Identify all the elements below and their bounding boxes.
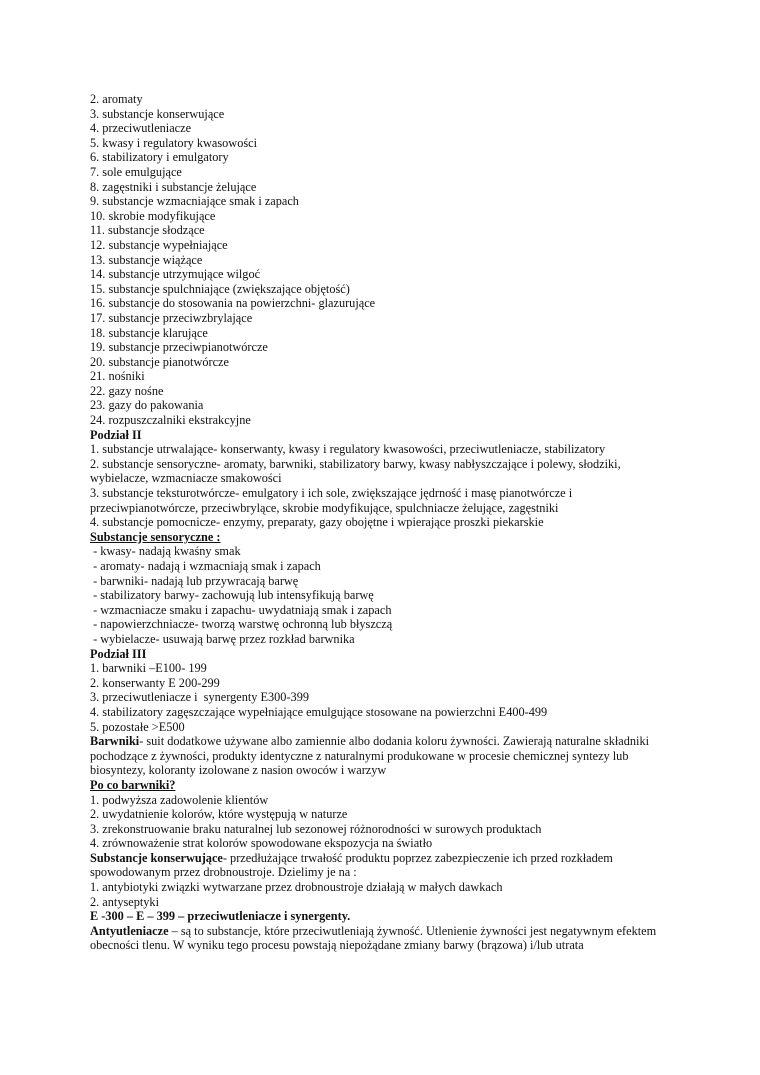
list-item: - kwasy- nadają kwaśny smak	[90, 544, 241, 559]
list-item: 9. substancje wzmacniające smak i zapach	[90, 194, 299, 209]
term: Antyutleniacze	[90, 923, 169, 938]
list-item: 17. substancje przeciwzbrylające	[90, 310, 253, 325]
definition: - suit dodatkowe używane albo zamiennie albo dodania koloru żywności. Zawierają naturalne składniki pochodzące z żywności, produkty identyczne z naturalnymi produkowane w procesie chemicznej syntezy lub biosyntezy, koloranty izolowane z nasion owoców i warzyw	[90, 734, 650, 778]
list-item: - wzmacniacze smaku i zapachu- uwydatniają smak i zapach	[90, 602, 392, 617]
list-item: - wybielacze- usuwają barwę przez rozkład barwnika	[90, 631, 355, 646]
list-item: 2. aromaty	[90, 92, 143, 106]
list-item: 7. sole emulgujące	[90, 164, 182, 179]
antyutleniacze-paragraph	[90, 924, 680, 953]
list-item: - stabilizatory barwy- zachowują lub intensyfikują barwę	[90, 588, 374, 603]
document-page	[90, 92, 680, 953]
definition: - przedłużające trwałość produktu poprzez zabezpieczenie ich przed rozkładem spowodowanym przez drobnoustroje. Dzielimy je na :	[90, 850, 613, 880]
term: Substancje konserwujące	[90, 850, 223, 865]
list-item: 1. substancje utrwalające- konserwanty, kwasy i regulatory kwasowości, przeciwutleniacze, stabilizatory	[90, 442, 606, 457]
list-item: 6. stabilizatory i emulgatory	[90, 150, 229, 165]
list-item: 14. substancje utrzymujące wilgoć	[90, 267, 261, 282]
list-item: 15. substancje spulchniające (zwiększające objętość)	[90, 281, 350, 296]
list-item: 3. substancje konserwujące	[90, 106, 225, 121]
list-item: 2. substancje sensoryczne- aromaty, barwniki, stabilizatory barwy, kwasy nabłyszczające i polewy, słodziki, wybielacze, wzmacniacze smakowości	[90, 456, 621, 486]
additive-list	[90, 92, 680, 428]
list-item: 24. rozpuszczalniki ekstrakcyjne	[90, 413, 251, 428]
list-item: 4. substancje pomocnicze- enzymy, preparaty, gazy obojętne i wpierające proszki piekarskie	[90, 515, 544, 530]
list-item: 4. przeciwutleniacze	[90, 121, 192, 136]
list-item: 8. zagęstniki i substancje żelujące	[90, 179, 257, 194]
list-item: 3. przeciwutleniacze i synergenty E300-399	[90, 690, 309, 705]
list-item: 2. uwydatnienie kolorów, które występują w naturze	[90, 807, 348, 822]
section-podzial-2	[90, 428, 680, 530]
list-item: 3. zrekonstruowanie braku naturalnej lub sezonowej różnorodności w surowych produktach	[90, 821, 542, 836]
list-item: 1. podwyższa zadowolenie klientów	[90, 792, 269, 807]
list-item: 1. barwniki –E100- 199	[90, 661, 207, 676]
list-item: 22. gazy nośne	[90, 383, 164, 398]
list-item: - napowierzchniacze- tworzą warstwę ochronną lub błyszczą	[90, 617, 393, 632]
list-item: 12. substancje wypełniające	[90, 237, 228, 252]
barwniki-paragraph	[90, 734, 680, 778]
list-item: 4. zrównoważenie strat kolorów spowodowane ekspozycja na światło	[90, 836, 433, 851]
list-item: 18. substancje klarujące	[90, 325, 208, 340]
list-item: 21. nośniki	[90, 369, 145, 384]
list-item: 2. konserwanty E 200-299	[90, 675, 220, 690]
list-item: 16. substancje do stosowania na powierzchni- glazurujące	[90, 296, 376, 311]
definition: – są to substancje, które przeciwutleniają żywność. Utlenienie żywności jest negatywnym efektem obecności tlenu. W wyniku tego procesu powstają niepożądane zmiany barwy (brązowa) i/lub utrata	[90, 923, 657, 953]
section-konserwujace	[90, 851, 680, 909]
section-podzial-3	[90, 647, 680, 735]
list-item: 5. pozostałe >E500	[90, 719, 185, 734]
list-item: 5. kwasy i regulatory kwasowości	[90, 135, 257, 150]
list-item: 2. antyseptyki	[90, 894, 159, 909]
list-item: 3. substancje teksturotwórcze- emulgatory i ich sole, zwiększające jędrność i masę pianotwórcze i przeciwpianotwórcze, przeciwbrylące, skrobie modyfikujące, spulchniacze żelujące, zagęstniki	[90, 486, 573, 515]
list-item: 19. substancje przeciwpianotwórcze	[90, 340, 268, 355]
section-heading: Substancje sensoryczne :	[90, 529, 221, 544]
list-item: 10. skrobie modyfikujące	[90, 208, 216, 223]
section-sensoryczne	[90, 530, 680, 647]
section-heading: Podział II	[90, 427, 142, 442]
section-po-co-barwniki	[90, 778, 680, 851]
section-heading: Podział III	[90, 646, 147, 661]
term: Barwniki	[90, 734, 140, 749]
list-item: 4. stabilizatory zagęszczające wypełniające emulgujące stosowane na powierzchni E400-499	[90, 704, 548, 719]
list-item: 11. substancje słodzące	[90, 223, 205, 238]
list-item: - barwniki- nadają lub przywracają barwę	[90, 573, 299, 588]
section-heading: E -300 – E – 399 – przeciwutleniacze i synergenty.	[90, 909, 351, 924]
list-item: 23. gazy do pakowania	[90, 398, 204, 413]
section-heading: Po co barwniki?	[90, 777, 176, 792]
list-item: - aromaty- nadają i wzmacniają smak i zapach	[90, 559, 321, 573]
konserwujace-paragraph	[90, 851, 680, 880]
list-item: 20. substancje pianotwórcze	[90, 354, 229, 369]
list-item: 1. antybiotyki związki wytwarzane przez drobnoustroje działają w małych dawkach	[90, 880, 503, 895]
list-item: 13. substancje wiążące	[90, 252, 203, 267]
